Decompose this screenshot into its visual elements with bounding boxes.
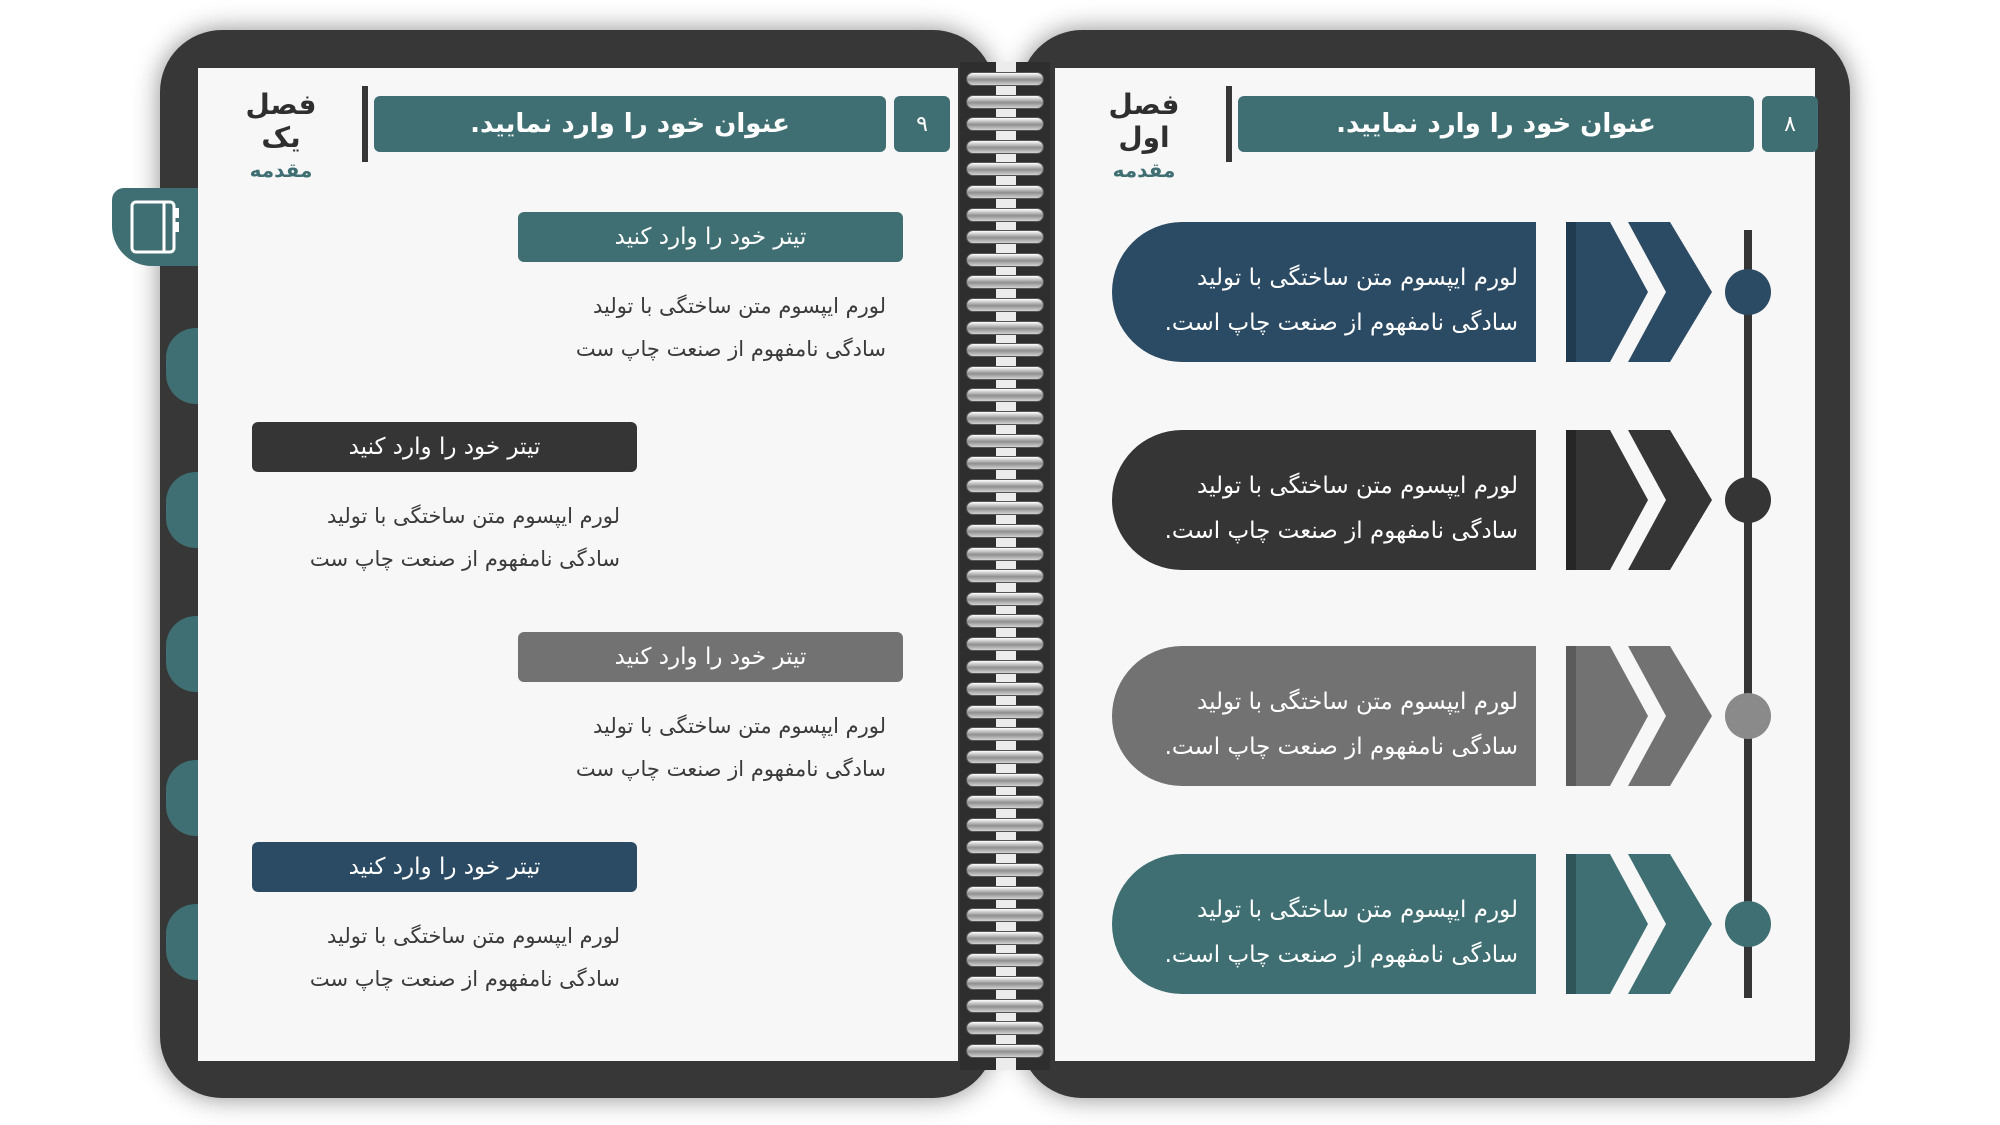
- item-paragraph: [466, 705, 886, 791]
- spiral-ring: [966, 795, 1044, 809]
- timeline-dot: [1725, 269, 1771, 315]
- spiral-ring: [966, 727, 1044, 741]
- chapter-title: فصل اول: [1108, 88, 1180, 154]
- step-line: سادگی نامفهوم از صنعت چاپ است.: [1164, 942, 1518, 968]
- spiral-ring: [966, 976, 1044, 990]
- spiral-ring: [966, 253, 1044, 267]
- chevron-arrow-icon: [1566, 430, 1716, 570]
- step-box: [1112, 430, 1536, 570]
- item-line: سادگی نامفهوم از صنعت چاپ ست: [309, 547, 620, 571]
- spiral-ring: [966, 953, 1044, 967]
- spiral-ring: [966, 1021, 1044, 1035]
- item-heading: تیتر خود را وارد کنید: [252, 842, 637, 892]
- step-line: سادگی نامفهوم از صنعت چاپ است.: [1164, 734, 1518, 760]
- spiral-ring: [966, 275, 1044, 289]
- step-line: لورم ایپسوم متن ساختگی با تولید: [1197, 473, 1518, 499]
- spiral-ring: [966, 388, 1044, 402]
- spiral-ring: [966, 208, 1044, 222]
- step-line: سادگی نامفهوم از صنعت چاپ است.: [1164, 310, 1518, 336]
- chapter-label: [222, 88, 340, 182]
- header-divider: [1226, 86, 1232, 162]
- spiral-ring: [966, 501, 1044, 515]
- item-line: لورم ایپسوم متن ساختگی با تولید: [592, 714, 886, 738]
- item-line: لورم ایپسوم متن ساختگی با تولید: [592, 294, 886, 318]
- chapter-label: [1082, 88, 1206, 182]
- spiral-ring: [966, 637, 1044, 651]
- step-box: [1112, 854, 1536, 994]
- spiral-ring: [966, 863, 1044, 877]
- item-line: سادگی نامفهوم از صنعت چاپ ست: [575, 337, 886, 361]
- step-line: لورم ایپسوم متن ساختگی با تولید: [1197, 897, 1518, 923]
- spiral-ring: [966, 343, 1044, 357]
- page-header-title: عنوان خود را وارد نمایید.: [1238, 96, 1754, 152]
- item-heading: تیتر خود را وارد کنید: [252, 422, 637, 472]
- spiral-ring: [966, 886, 1044, 900]
- spiral-ring: [966, 230, 1044, 244]
- item-line: لورم ایپسوم متن ساختگی با تولید: [326, 504, 620, 528]
- timeline-dot: [1725, 693, 1771, 739]
- spiral-ring: [966, 479, 1044, 493]
- chapter-subtitle: مقدمه: [1112, 158, 1176, 182]
- chapter-title: فصل یک: [245, 88, 317, 154]
- step-line: سادگی نامفهوم از صنعت چاپ است.: [1164, 518, 1518, 544]
- spiral-ring: [966, 750, 1044, 764]
- spiral-ring: [966, 592, 1044, 606]
- spiral-ring: [966, 72, 1044, 86]
- spiral-ring: [966, 931, 1044, 945]
- spiral-ring: [966, 411, 1044, 425]
- chevron-arrow-icon: [1566, 854, 1716, 994]
- chevron-arrow-icon: [1566, 646, 1716, 786]
- spiral-ring: [966, 298, 1044, 312]
- spiral-ring: [966, 569, 1044, 583]
- spiral-ring: [966, 818, 1044, 832]
- spiral-ring: [966, 547, 1044, 561]
- spiral-ring: [966, 705, 1044, 719]
- item-heading: تیتر خود را وارد کنید: [518, 632, 903, 682]
- spiral-ring: [966, 1044, 1044, 1058]
- chapter-subtitle: مقدمه: [249, 158, 313, 182]
- timeline-dot: [1725, 477, 1771, 523]
- item-paragraph: [466, 285, 886, 371]
- spiral-ring: [966, 117, 1044, 131]
- item-paragraph: [200, 915, 620, 1001]
- item-paragraph: [200, 495, 620, 581]
- bookmark-tab[interactable]: [112, 188, 198, 266]
- spiral-ring: [966, 999, 1044, 1013]
- spiral-ring: [966, 682, 1044, 696]
- item-heading: تیتر خود را وارد کنید: [518, 212, 903, 262]
- spiral-ring: [966, 95, 1044, 109]
- timeline-dot: [1725, 901, 1771, 947]
- spiral-ring: [966, 908, 1044, 922]
- spiral-ring: [966, 660, 1044, 674]
- spiral-ring: [966, 185, 1044, 199]
- spiral-ring: [966, 524, 1044, 538]
- notebook-icon: [128, 198, 182, 256]
- chevron-arrow-icon: [1566, 222, 1716, 362]
- spiral-ring: [966, 840, 1044, 854]
- spiral-ring: [966, 773, 1044, 787]
- page-number: ۸: [1762, 96, 1818, 152]
- spiral-binding: [960, 62, 1050, 1070]
- spiral-ring: [966, 366, 1044, 380]
- spiral-ring: [966, 140, 1044, 154]
- spiral-ring: [966, 162, 1044, 176]
- header-divider: [362, 86, 368, 162]
- spiral-ring: [966, 434, 1044, 448]
- step-line: لورم ایپسوم متن ساختگی با تولید: [1197, 265, 1518, 291]
- timeline-line: [1744, 230, 1752, 998]
- spiral-ring: [966, 456, 1044, 470]
- step-box: [1112, 646, 1536, 786]
- step-box: [1112, 222, 1536, 362]
- page-number: ۹: [894, 96, 950, 152]
- spiral-ring: [966, 321, 1044, 335]
- item-line: لورم ایپسوم متن ساختگی با تولید: [326, 924, 620, 948]
- step-line: لورم ایپسوم متن ساختگی با تولید: [1197, 689, 1518, 715]
- spiral-ring: [966, 614, 1044, 628]
- page-header-title: عنوان خود را وارد نمایید.: [374, 96, 886, 152]
- item-line: سادگی نامفهوم از صنعت چاپ ست: [309, 967, 620, 991]
- item-line: سادگی نامفهوم از صنعت چاپ ست: [575, 757, 886, 781]
